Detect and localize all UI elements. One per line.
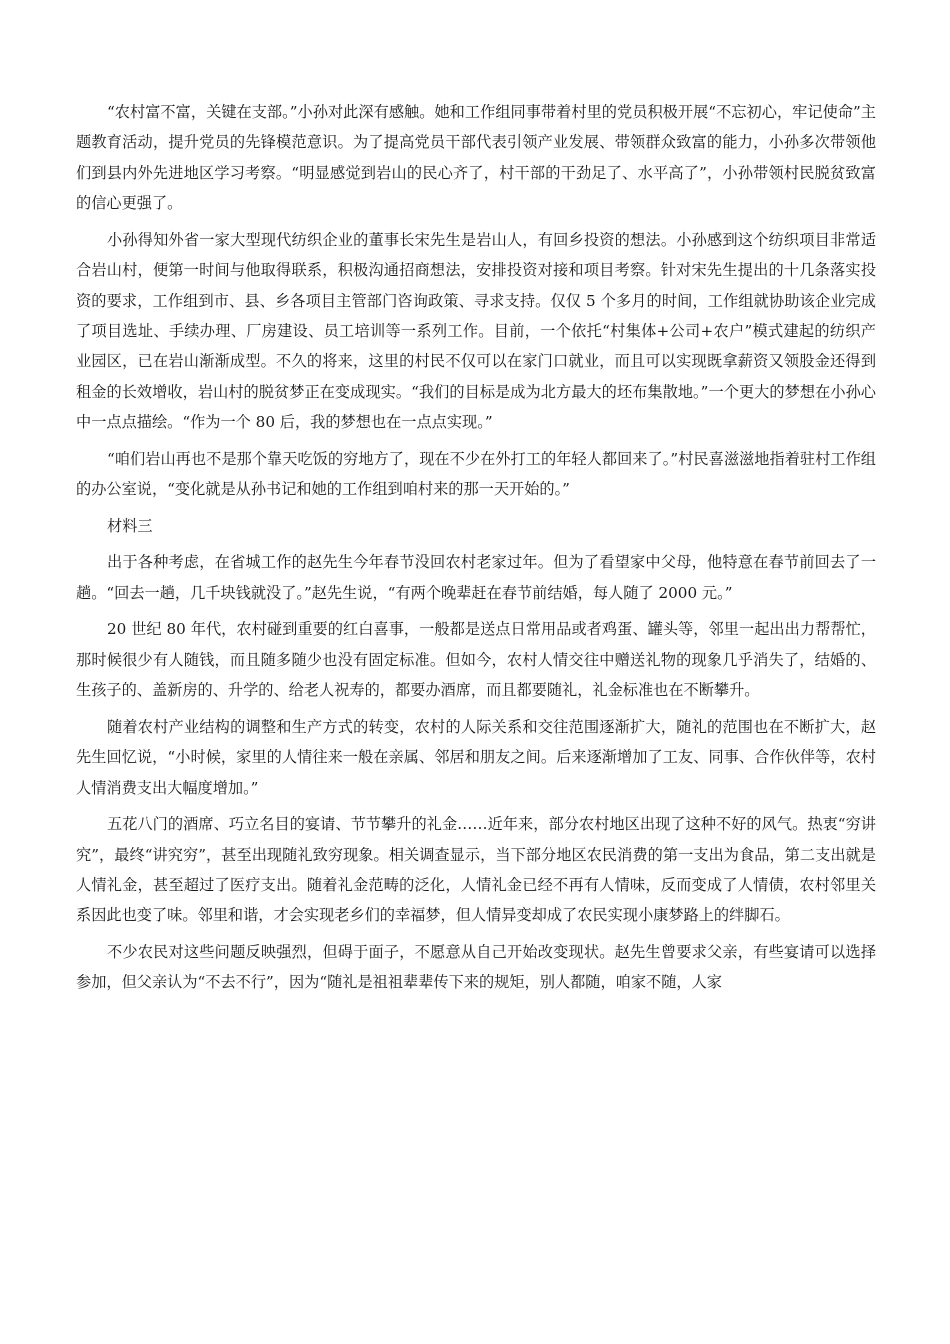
paragraph-bad-customs: 五花八门的酒席、巧立名目的宴请、节节攀升的礼金……近年来，部分农村地区出现了这种不好的风气。热衷“穷讲究”，最终“讲究穷”，甚至出现随礼致穷现象。相关调查显示，当下部分地区农民消费的第一支出为食品，第二支出就是人情礼金，甚至超过了医疗支出。随着礼金范畴的泛化，人情礼金已经不再有人情味，反而变成了人情债，农村邻里关系因此也变了味。邻里和谐，才会实现老乡们的幸福梦，但人情异变却成了农民实现小康梦路上的绊脚石。 <box>76 815 876 925</box>
paragraph-spring-festival: 出于各种考虑，在省城工作的赵先生今年春节没回农村老家过年。但为了看望家中父母，他特意在春节前回去了一趟。“回去一趟，几千块钱就没了。”赵先生说，“有两个晚辈赶在春节前结婚，每人随了 2000 元。” <box>76 553 876 602</box>
paragraph-textile-project: 小孙得知外省一家大型现代纺织企业的董事长宋先生是岩山人，有回乡投资的想法。小孙感到这个纺织项目非常适合岩山村，便第一时间与他取得联系，积极沟通招商想法，安排投资对接和项目考察。针对宋先生提出的十几条落实投资的要求，工作组到市、县、乡各项目主管部门咨询政策、寻求支持。仅仅 5 个多月的时间，工作组就协助该企业完成了项目选址、手续办理、厂房建设、员工培训等一系列工作。目前，一个依托“村集体+公司+农户”模式建起的纺织产业园区，已在岩山渐渐成型。不久的将来，这里的村民不仅可以在家门口就业，而且可以实现既拿薪资又领股金还得到租金的长效增收，岩山村的脱贫梦正在变成现实。“我们的目标是成为北方最大的坯布集散地。”一个更大的梦想在小孙心中一点点描绘。“作为一个 80 后，我的梦想也在一点点实现。” <box>76 230 876 432</box>
paragraph-party-branch: “农村富不富，关键在支部。”小孙对此深有感触。她和工作组同事带着村里的党员积极开展“不忘初心，牢记使命”主题教育活动，提升党员的先锋模范意识。为了提高党员干部代表引领产业发展、带领群众致富的能力，小孙多次带领他们到县内外先进地区学习考察。“明显感觉到岩山的民心齐了，村干部的干劲足了、水平高了”，小孙带领村民脱贫致富的信心更强了。 <box>76 103 876 213</box>
paragraph-farmer-reaction: 不少农民对这些问题反映强烈，但碍于面子，不愿意从自己开始改变现状。赵先生曾要求父亲，有些宴请可以选择参加，但父亲认为“不去不行”，因为“随礼是祖祖辈辈传下来的规矩，别人都随，咱家不随，人家 <box>76 943 876 992</box>
paragraph-villagers-return: “咱们岩山再也不是那个靠天吃饭的穷地方了，现在不少在外打工的年轻人都回来了。”村民喜滋滋地指着驻村工作组的办公室说，“变化就是从孙书记和她的工作组到咱村来的那一天开始的。” <box>76 449 876 499</box>
document-page <box>76 97 876 1004</box>
section-heading-material-three: 材料三 <box>107 516 153 535</box>
paragraph-social-scope: 随着农村产业结构的调整和生产方式的转变，农村的人际关系和交往范围逐渐扩大，随礼的范围也在不断扩大，赵先生回忆说，“小时候，家里的人情往来一般在亲属、邻居和朋友之间。后来逐渐增加了工友、同事、合作伙伴等，农村人情消费支出大幅度增加。” <box>76 717 876 797</box>
paragraph-1980s-customs: 20 世纪 80 年代，农村碰到重要的红白喜事，一般都是送点日常用品或者鸡蛋、罐头等，邻里一起出出力帮帮忙，那时候很少有人随钱，而且随多随少也没有固定标准。但如今，农村人情交往中赠送礼物的现象几乎消失了，结婚的、生孩子的、盖新房的、升学的、给老人祝寿的，都要办酒席，而且都要随礼，礼金标准也在不断攀升。 <box>76 620 876 700</box>
